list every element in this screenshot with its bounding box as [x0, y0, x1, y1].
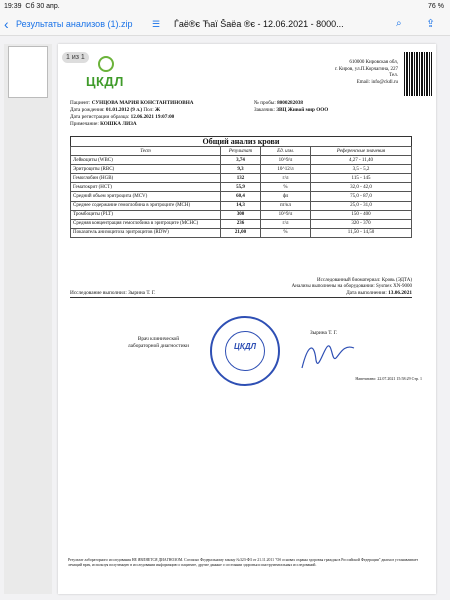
status-bar	[0, 0, 450, 14]
sample-info: № пробы: 8000282038 Заказчик: ЗВЦ Живой мир ООО	[254, 100, 329, 113]
table-cell: 55,9	[221, 183, 261, 192]
table-cell: Показатель анизоцитоза эритроцитов (RDW)	[71, 228, 221, 237]
table-cell: 75,0 - 87,0	[311, 192, 412, 201]
table-row	[71, 219, 412, 228]
material-info: Исследованный биоматериал: Кровь (ЭДТА) Анализы выполнены на оборудовании: Sysmex XN-9000	[291, 278, 412, 289]
table-cell: Гематокрит (HCT)	[71, 183, 221, 192]
table-cell: г/л	[261, 174, 311, 183]
column-header: Ед. изм.	[261, 147, 311, 156]
page-indicator: 1 из 1	[62, 52, 89, 63]
table-cell: 32,0 - 42,0	[311, 183, 412, 192]
table-row	[71, 210, 412, 219]
status-time: 19:39 Сб 30 апр.	[4, 3, 60, 10]
results-table	[70, 146, 412, 238]
signature	[298, 338, 358, 374]
printed-info: Напечатано: 22.07.2021 15:58:29 Стр. 1	[355, 376, 422, 381]
table-row	[71, 165, 412, 174]
table-cell: 60,4	[221, 192, 261, 201]
page-thumbnail-strip	[4, 44, 52, 594]
lab-logo	[86, 56, 128, 96]
lab-stamp: ЦКДЛ	[210, 316, 280, 386]
table-cell: %	[261, 183, 311, 192]
leaf-icon	[98, 56, 114, 72]
table-cell: 132	[221, 174, 261, 183]
table-cell: Тромбоциты (PLT)	[71, 210, 221, 219]
lab-logo-text: ЦКДЛ	[86, 74, 124, 89]
table-cell: Среднее содержание гемоглобина в эритроците (MCH)	[71, 201, 221, 210]
table-cell: 14,3	[221, 201, 261, 210]
back-to-file-link[interactable]: Результаты анализов (1).zip	[16, 19, 133, 29]
patient-info: Пациент: СУНЦОВА МАРИЯ КОНСТАНТИНОВНА Дата рождения: 01.01.2012 (9 л.) Пол: Ж Дата регистрации образца: 12.06.2021 19:07:00 Примечание: КОШКА ЛИЗА	[70, 100, 194, 127]
table-cell: 10^9/л	[261, 210, 311, 219]
share-icon[interactable]: ⇪	[426, 18, 436, 30]
document-title: Ѓаё®є Ћаї Šаёа ®є - 12.06.2021 - 8000...	[174, 19, 344, 29]
table-cell: 11,50 - 14,50	[311, 228, 412, 237]
table-cell: 4,27 - 11,40	[311, 156, 412, 165]
column-header: Референсные значения	[311, 147, 412, 156]
table-cell: Гемоглобин (HGB)	[71, 174, 221, 183]
table-cell: 9,3	[221, 165, 261, 174]
table-cell: Эритроциты (RBC)	[71, 165, 221, 174]
signer-name: Зырина Т. Г.	[310, 330, 338, 336]
table-cell: Средний объем эритроцита (MCV)	[71, 192, 221, 201]
table-row	[71, 183, 412, 192]
document-page	[58, 44, 436, 594]
table-cell: 3,5 - 5,2	[311, 165, 412, 174]
table-row	[71, 192, 412, 201]
table-row	[71, 201, 412, 210]
table-cell: г/л	[261, 219, 311, 228]
column-header: Тест	[71, 147, 221, 156]
table-cell: 3,74	[221, 156, 261, 165]
table-cell: 25,0 - 31,0	[311, 201, 412, 210]
analysis-title: Общий анализ крови	[70, 136, 412, 146]
table-cell: 150 - 400	[311, 210, 412, 219]
table-row	[71, 174, 412, 183]
table-cell: фл	[261, 192, 311, 201]
barcode	[404, 52, 432, 96]
table-cell: 236	[221, 219, 261, 228]
lab-address: 610000 Кировская обл, г. Киров, ул.П.Корчагина, 227 Тел. Email: info@ckdl.ru	[334, 60, 398, 85]
table-cell: 10^9/л	[261, 156, 311, 165]
search-icon[interactable]: ⌕	[396, 18, 402, 29]
table-row	[71, 156, 412, 165]
performed-by: Исследование выполнил: Зырина Т. Г. Дата выполнения: 13.06.2021	[70, 290, 412, 296]
table-row	[71, 228, 412, 237]
column-header: Результат	[221, 147, 261, 156]
viewer-toolbar	[0, 14, 450, 36]
table-cell: Средняя концентрация гемоглобина в эритроците (MCHC)	[71, 219, 221, 228]
table-cell: 115 - 145	[311, 174, 412, 183]
page-thumbnail[interactable]	[8, 46, 48, 98]
table-cell: 21,00	[221, 228, 261, 237]
table-cell: Лейкоциты (WBC)	[71, 156, 221, 165]
chevron-left-icon[interactable]: ‹	[4, 16, 9, 32]
table-cell: 300	[221, 210, 261, 219]
disclaimer: Результат лабораторного исследования НЕ ЯВЛЯЕТСЯ ДИАГНОЗОМ. Согласно Федеральному закону №323-ФЗ от 21.11.2011 "Об основах охраны здоровья граждан в Российской Федерации" диагноз устанавливает лечащий врач, используя полученную в исследовании информацию о пациенте, другие данные о состоянии здоровья и инструментальных исследований.	[68, 558, 419, 567]
table-cell: пг/кл	[261, 201, 311, 210]
list-icon[interactable]: ☰	[152, 19, 161, 29]
table-header-row	[71, 147, 412, 156]
table-cell: 320 - 370	[311, 219, 412, 228]
table-cell: 10^12/л	[261, 165, 311, 174]
doctor-title: Врач клинической лабораторной диагностики	[128, 336, 189, 349]
battery-status: 76 %	[428, 3, 444, 10]
table-cell: %	[261, 228, 311, 237]
